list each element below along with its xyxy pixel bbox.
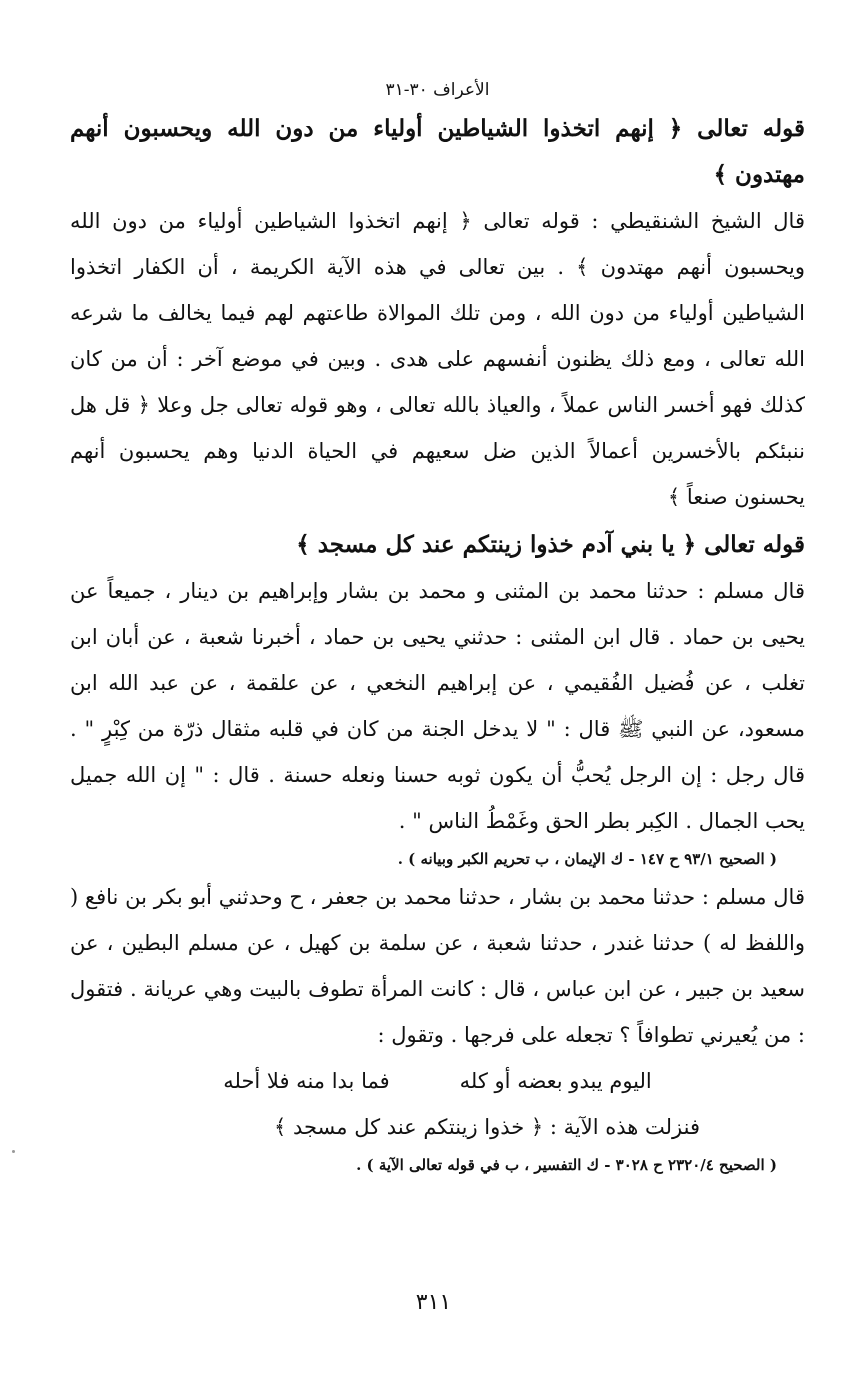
verse-first-hemistich: اليوم يبدو بعضه أو كله bbox=[459, 1069, 652, 1093]
hadith-muslim-2: قال مسلم : حدثنا محمد بن بشار ، حدثنا محمد بن جعفر ، ح وحدثني أبو بكر بن نافع ( واللفظ له ) حدثنا غندر ، حدثنا شعبة ، عن سلمة بن كهيل ، عن مسلم البطين ، عن سعيد بن جبير ، عن ابن عباس ، قال : كانت المرأة تطوف بالبيت وهي عريانة . فتقول : من يُعيرني تطوافاً ؟ تجعله على فرجها . وتقول : bbox=[70, 885, 805, 1047]
shinqiti-commentary: قال الشيخ الشنقيطي : قوله تعالى ﴿ إنهم اتخذوا الشياطين أولياء من دون الله ويحسبون أنهم مهتدون ﴾ . بين تعالى في هذه الآية الكريمة ، أن الكفار اتخذوا الشياطين أولياء من دون الله ، ومن تلك الموالاة طاعتهم لهم فيما يخالف ما شرعه الله تعالى ، ومع ذلك يظنون أنفسهم على هدى . وبين في موضع آخر : أن من كان كذلك فهو أخسر الناس عملاً ، والعياذ بالله تعالى ، وهو قوله تعالى جل وعلا ﴿ قل هل ننبئكم بالأخسرين أعمالاً الذين ضل سعيهم في الحياة الدنيا وهم يحسبون أنهم يحسنون صنعاً ﴾ bbox=[70, 209, 805, 509]
section-heading-2: قوله تعالى ﴿ يا بني آدم خذوا زينتكم عند كل مسجد ﴾ bbox=[296, 531, 805, 558]
section-heading-1: قوله تعالى ﴿ إنهم اتخذوا الشياطين أولياء من دون الله ويحسبون أنهم مهتدون ﴾ bbox=[70, 115, 805, 188]
verse-second-hemistich: فما بدا منه فلا أحله bbox=[223, 1069, 390, 1093]
page-number: ٣١١ bbox=[415, 1290, 452, 1315]
reference-1: ( الصحيح ٩٣/١ ح ١٤٧ - ك الإيمان ، ب تحريم الكبر وبيانه ) . bbox=[397, 850, 777, 868]
reference-2: ( الصحيح ٢٣٢٠/٤ ح ٣٠٢٨ - ك التفسير ، ب في قوله تعالى الآية ) . bbox=[356, 1156, 777, 1174]
poetry-verse bbox=[70, 1058, 805, 1104]
hadith-muslim-1: قال مسلم : حدثنا محمد بن المثنى و محمد بن بشار وإبراهيم بن دينار ، جميعاً عن يحيى بن حماد . قال ابن المثنى : حدثني يحيى بن حماد ، أخبرنا شعبة ، عن أبان ابن تغلب ، عن فُضيل الفُقيمي ، عن إبراهيم النخعي ، عن علقمة ، عن عبد الله ابن مسعود، عن النبي ﷺ قال : " لا يدخل الجنة من كان في قلبه مثقال ذرّة من كِبْرٍ " . قال رجل : إن الرجل يُحبُّ أن يكون ثوبه حسنا ونعله حسنة . قال : " إن الله جميل يحب الجمال . الكِبر بطر الحق وغَمْطُ الناس " . bbox=[70, 579, 805, 833]
revelation-line: فنزلت هذه الآية : ﴿ خذوا زينتكم عند كل مسجد ﴾ bbox=[274, 1115, 700, 1139]
scan-dot bbox=[12, 1150, 15, 1153]
running-header: الأعراف ٣٠-٣١ bbox=[385, 80, 490, 100]
